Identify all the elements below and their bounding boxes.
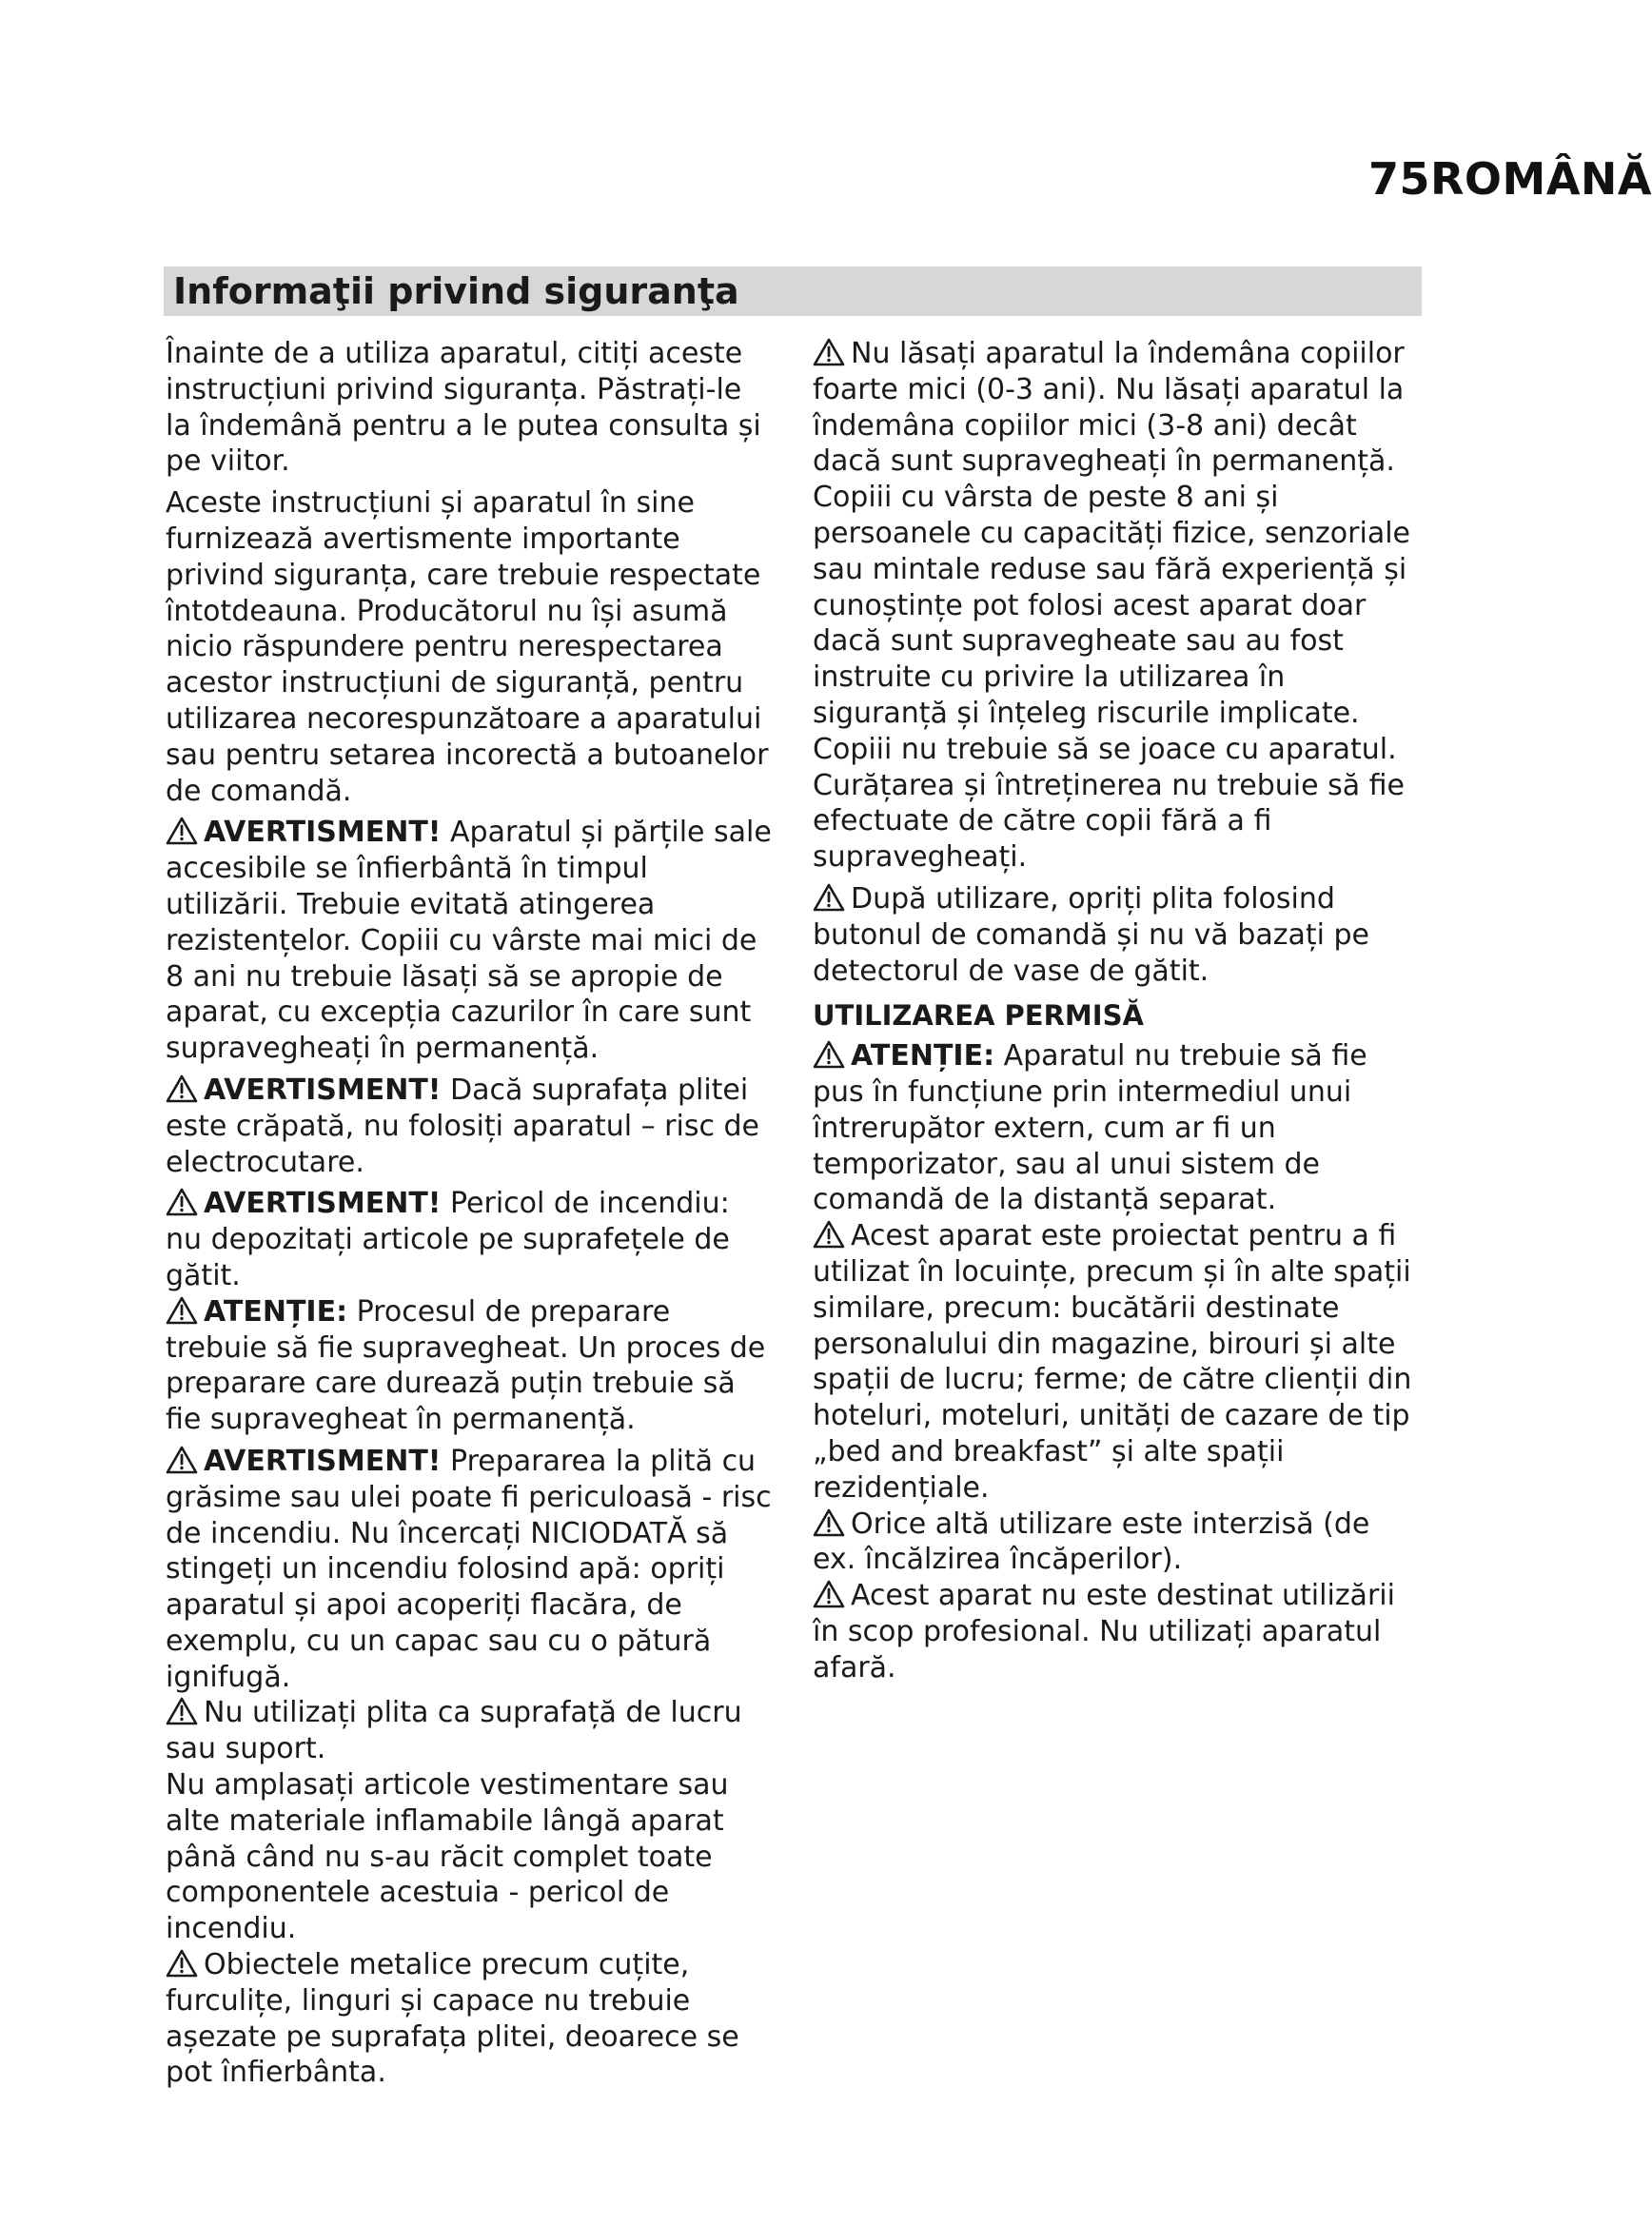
instructions-paragraph: Aceste instrucțiuni și aparatul în sine furnizează avertismente importante privind siguranța, care trebuie respectate întotdeauna. Producătorul nu își asumă nicio răspundere pentru nerespectarea acestor instrucțiuni de siguranță, pentru utilizarea necorespunzătoare a aparatului sau pentru setarea incorectă a butoanelor de comandă. — [166, 486, 769, 808]
warning-triangle-icon — [813, 338, 845, 366]
page-number-header: 75ROMÂNĂ — [1368, 153, 1652, 205]
warning-paragraph: AVERTISMENT! Pericol de incendiu: nu depozitați articole pe suprafețele de gătit. — [166, 1187, 730, 1292]
warning-triangle-icon — [166, 1296, 198, 1325]
warning-triangle-icon — [813, 1508, 845, 1537]
left-column — [166, 336, 775, 2091]
warning-paragraph: AVERTISMENT! Dacă suprafața plitei este crăpată, nu folosiți aparatul – risc de electrocutare. — [166, 1073, 760, 1179]
warning-paragraph: Acest aparat nu este destinat utilizării în scop profesional. Nu utilizați aparatul afară. — [813, 1579, 1395, 1684]
warning-paragraph: Nu utilizați plita ca suprafață de lucru sau suport. — [166, 1696, 742, 1766]
warning-triangle-icon — [813, 1580, 845, 1608]
warning-paragraph: AVERTISMENT! Prepararea la plită cu grăsime sau ulei poate fi periculoasă - risc de incendiu. Nu încercați NICIODATĂ să stingeți un incendiu folosind apă: opriți aparatul și apoi acoperiți flacăra, de exemplu, cu un capac sau cu o pătură ignifugă. — [166, 1444, 772, 1694]
permitted-use-heading: UTILIZAREA PERMISĂ — [813, 999, 1144, 1033]
warning-paragraph: Obiectele metalice precum cuțite, furculițe, linguri și capace nu trebuie așezate pe suprafața plitei, deoarece se pot înfierbânta. — [166, 1948, 739, 2090]
warning-paragraph: După utilizare, opriți plita folosind butonul de comandă și nu vă bazați pe detectorul de vase de gătit. — [813, 881, 1369, 988]
warning-paragraph: Acest aparat este proiectat pentru a fi utilizat în locuințe, precum și în alte spații similare, precum: bucătării destinate personalului din magazine, birouri și alte spații de lucru; ferme; de către clienții din hoteluri, moteluri, unități de cazare de tip „bed and breakfast” și alte spații rezidențiale. — [813, 1219, 1412, 1505]
right-column — [813, 336, 1422, 1685]
warning-triangle-icon — [166, 817, 198, 845]
warning-triangle-icon — [166, 1074, 198, 1103]
caution-paragraph: ATENȚIE: Aparatul nu trebuie să fie pus în funcțiune prin intermediul unui întrerupător extern, cum ar fi un temporizator, sau al unui sistem de comandă de la distanță separat. — [813, 1039, 1367, 1217]
warning-paragraph: Orice altă utilizare este interzisă (de ex. încălzirea încăperilor). — [813, 1507, 1370, 1577]
warning-paragraph: Nu lăsați aparatul la îndemâna copiilor foarte mici (0-3 ani). Nu lăsați aparatul la îndemâna copiilor mici (3-8 ani) decât dacă sunt supravegheați în permanență. Copiii cu vârsta de peste 8 ani și persoanele cu capacități fizice, senzoriale sau mintale reduse sau fără experiență și cunoștințe pot folosi acest aparat doar dacă sunt supravegheate sau au fost instruite cu privire la utilizarea în siguranță și înțeleg riscurile implicate. Copiii nu trebuie să se joace cu aparatul. Curățarea și întreținerea nu trebuie să fie efectuate de către copii fără a fi supravegheați. — [813, 337, 1411, 875]
plain-paragraph: Nu amplasați articole vestimentare sau alte materiale inflamabile lângă aparat până când nu s-au răcit complet toate componentele acestuia - pericol de incendiu. — [166, 1768, 729, 1946]
warning-triangle-icon — [813, 883, 845, 912]
warning-paragraph: AVERTISMENT! Aparatul și părțile sale accesibile se înfierbântă în timpul utilizării. Trebuie evitată atingerea rezistențelor. Copiii cu vârste mai mici de 8 ani nu trebuie lăsați să se apropie de aparat, cu excepția cazurilor în care sunt supravegheați în permanență. — [166, 816, 772, 1066]
warning-triangle-icon — [813, 1040, 845, 1069]
section-title: Informaţii privind siguranţa — [173, 270, 739, 312]
caution-paragraph: ATENȚIE: Procesul de preparare trebuie să fie supravegheat. Un proces de preparare care durează puțin trebuie să fie supravegheat în permanență. — [166, 1294, 766, 1437]
warning-triangle-icon — [166, 1446, 198, 1474]
section-title-bar — [164, 266, 1422, 316]
warning-triangle-icon — [166, 1697, 198, 1725]
warning-triangle-icon — [813, 1220, 845, 1249]
intro-paragraph: Înainte de a utiliza aparatul, citiți aceste instrucțiuni privind siguranța. Păstrați-le la îndemână pentru a le putea consulta și pe viitor. — [166, 337, 761, 479]
warning-triangle-icon — [166, 1949, 198, 1978]
warning-triangle-icon — [166, 1188, 198, 1216]
